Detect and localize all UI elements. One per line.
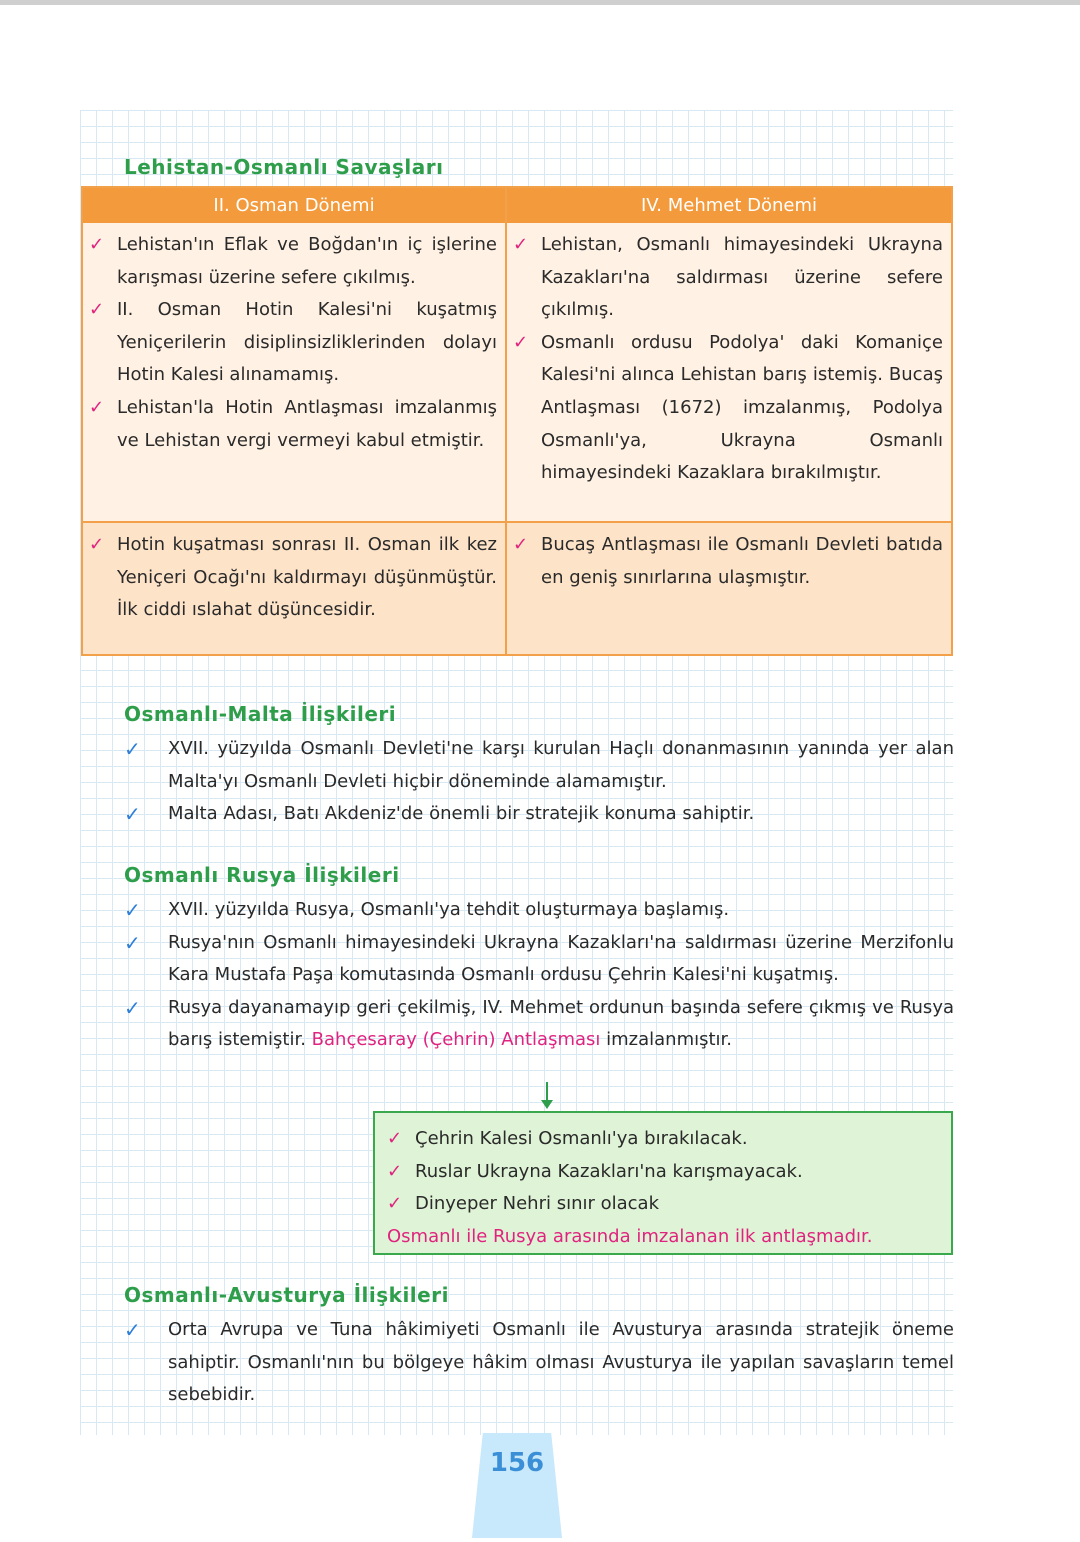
check-icon: ✓ <box>124 898 141 922</box>
heading-avusturya: Osmanlı-Avusturya İlişkileri <box>124 1283 449 1307</box>
list-item: ✓ Rusya dayanamayıp geri çekilmiş, IV. Mehmet ordunun başında sefere çıkmış ve Rusya barış istemiştir. Bahçesaray (Çehrin) Antlaşması imzalanmıştır. <box>124 992 954 1057</box>
table-cell-osman-top <box>83 223 505 521</box>
table-header-osman: II. Osman Dönemi <box>83 188 505 223</box>
top-border <box>0 0 1080 5</box>
list-item: ✓ Dinyeper Nehri sınır olacak <box>387 1188 951 1221</box>
list-item: ✓ XVII. yüzyılda Osmanlı Devleti'ne karşı kurulan Haçlı donanmasının yanında yer alan Malta'yı Osmanlı Devleti hiçbir döneminde alamamıştır. <box>124 733 954 798</box>
box-note: Osmanlı ile Rusya arasında imzalanan ilk antlaşmadır. <box>387 1225 873 1247</box>
list-item: ✓ Malta Adası, Batı Akdeniz'de önemli bir stratejik konuma sahiptir. <box>124 798 954 831</box>
avusturya-list <box>124 1314 954 1412</box>
check-icon: ✓ <box>124 930 141 955</box>
arrow-head-icon <box>541 1100 553 1109</box>
check-icon: ✓ <box>387 1193 403 1215</box>
table-divider-vertical <box>505 188 507 654</box>
lehistan-table <box>81 186 953 656</box>
list-item: ✓ Lehistan'ın Eflak ve Boğdan'ın iç işlerine karışması üzerine sefere çıkılmış. <box>83 229 497 294</box>
check-icon: ✓ <box>124 737 141 761</box>
table-divider-horizontal <box>83 521 951 523</box>
check-icon: ✓ <box>387 1128 403 1149</box>
heading-lehistan: Lehistan-Osmanlı Savaşları <box>124 155 444 179</box>
check-icon: ✓ <box>89 234 105 255</box>
bahcesaray-treaty: Bahçesaray (Çehrin) Antlaşması <box>311 1029 601 1051</box>
check-icon: ✓ <box>513 331 529 353</box>
malta-list <box>124 733 954 831</box>
list-item: ✓ Çehrin Kalesi Osmanlı'ya bırakılacak. <box>387 1123 951 1156</box>
check-icon: ✓ <box>124 802 141 827</box>
list-item: ✓ Ruslar Ukrayna Kazakları'na karışmayacak. <box>387 1156 951 1189</box>
rusya-list <box>124 894 954 1080</box>
check-icon: ✓ <box>513 234 529 255</box>
heading-malta: Osmanlı-Malta İlişkileri <box>124 702 397 726</box>
check-icon: ✓ <box>89 534 105 555</box>
table-cell-mehmet-top <box>507 223 951 521</box>
table-header-mehmet: IV. Mehmet Dönemi <box>507 188 951 223</box>
heading-rusya: Osmanlı Rusya İlişkileri <box>124 863 400 887</box>
list-item: ✓ XVII. yüzyılda Rusya, Osmanlı'ya tehdit oluşturmaya başlamış. <box>124 894 954 927</box>
table-cell-mehmet-bottom <box>507 523 951 654</box>
check-icon: ✓ <box>387 1160 403 1182</box>
list-item: ✓ Rusya'nın Osmanlı himayesindeki Ukrayna Kazakları'na saldırması üzerine Merzifonlu Kara Mustafa Paşa komutasında Osmanlı ordusu Çehrin Kalesi'ni kuşatmış. <box>124 927 954 992</box>
treaty-terms-box <box>373 1111 953 1255</box>
list-item: ✓ Orta Avrupa ve Tuna hâkimiyeti Osmanlı ile Avusturya arasında stratejik öneme sahiptir. Osmanlı'nın bu bölgeye hâkim olması Avusturya ile yapılan savaşların temel sebebidir. <box>124 1314 954 1412</box>
check-icon: ✓ <box>89 299 105 321</box>
list-item: ✓ Lehistan, Osmanlı himayesindeki Ukrayna Kazakları'na saldırması üzerine sefere çıkılmış. <box>507 229 943 327</box>
list-item: ✓ Osmanlı ordusu Podolya' daki Komaniçe Kalesi'ni alınca Lehistan barış istemiş. Bucaş Antlaşması (1672) imzalanmış, Podolya Osmanlı'ya, Ukrayna Osmanlı himayesindeki Kazaklara bırakılmıştır. <box>507 327 943 490</box>
page-number: 156 <box>489 1448 545 1478</box>
check-icon: ✓ <box>124 995 141 1020</box>
check-icon: ✓ <box>124 1318 141 1342</box>
list-item: ✓ Lehistan'la Hotin Antlaşması imzalanmış ve Lehistan vergi vermeyi kabul etmiştir. <box>83 392 497 457</box>
table-cell-osman-bottom <box>83 523 505 654</box>
list-item: ✓ Bucaş Antlaşması ile Osmanlı Devleti batıda en geniş sınırlarına ulaşmıştır. <box>507 529 943 594</box>
list-item: ✓ Hotin kuşatması sonrası II. Osman ilk kez Yeniçeri Ocağı'nı kaldırmayı düşünmüştür. İlk ciddi ıslahat düşüncesidir. <box>83 529 497 627</box>
check-icon: ✓ <box>89 396 105 418</box>
check-icon: ✓ <box>513 534 529 555</box>
list-item: ✓ II. Osman Hotin Kalesi'ni kuşatmış Yeniçerilerin disiplinsizliklerinden dolayı Hotin Kalesi alınamamış. <box>83 294 497 392</box>
